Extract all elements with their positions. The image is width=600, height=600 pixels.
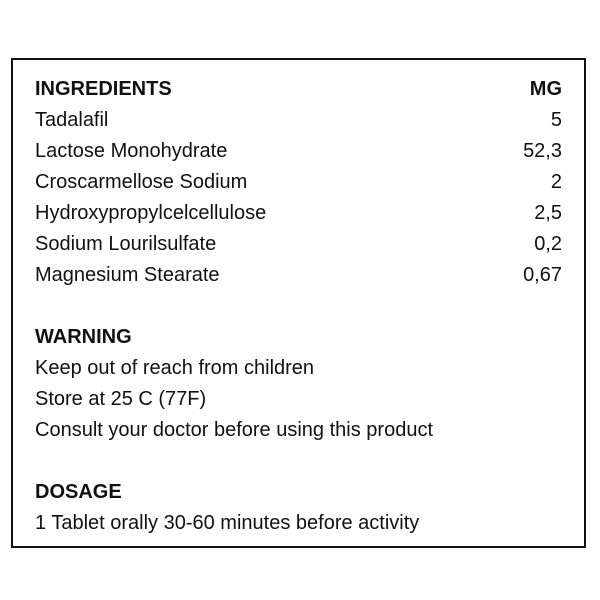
- ingredient-name: Hydroxypropylcelcellulose: [35, 202, 267, 224]
- ingredient-mg: 5: [550, 109, 562, 131]
- ingredient-mg: 52,3: [523, 140, 562, 162]
- dosage-heading: DOSAGE: [35, 481, 122, 503]
- ingredient-name: Tadalafil: [35, 109, 109, 131]
- section-spacer: [35, 446, 562, 477]
- ingredient-row: [35, 198, 562, 229]
- ingredient-row: [35, 167, 562, 198]
- ingredient-mg: 0,2: [534, 233, 562, 255]
- ingredients-heading: INGREDIENTS: [35, 78, 172, 100]
- ingredient-name: Croscarmellose Sodium: [35, 171, 248, 193]
- product-label-panel: [11, 58, 586, 548]
- ingredient-row: [35, 229, 562, 260]
- ingredient-name: Sodium Lourilsulfate: [35, 233, 217, 255]
- warning-heading: WARNING: [35, 326, 132, 348]
- dosage-line: 1 Tablet orally 30-60 minutes before activity: [35, 512, 420, 534]
- ingredient-row: [35, 136, 562, 167]
- mg-column-heading: MG: [529, 78, 562, 100]
- ingredient-name: Magnesium Stearate: [35, 264, 220, 286]
- warning-line: Store at 25 C (77F): [35, 388, 207, 410]
- ingredient-mg: 2: [550, 171, 562, 193]
- warning-line: Keep out of reach from children: [35, 357, 315, 379]
- warning-line: Consult your doctor before using this product: [35, 419, 433, 441]
- label-content: [35, 74, 562, 539]
- ingredient-row: [35, 260, 562, 291]
- ingredients-header-row: [35, 74, 562, 105]
- ingredient-mg: 0,67: [523, 264, 562, 286]
- ingredient-mg: 2,5: [534, 202, 562, 224]
- ingredient-name: Lactose Monohydrate: [35, 140, 228, 162]
- section-spacer: [35, 291, 562, 322]
- ingredient-row: [35, 105, 562, 136]
